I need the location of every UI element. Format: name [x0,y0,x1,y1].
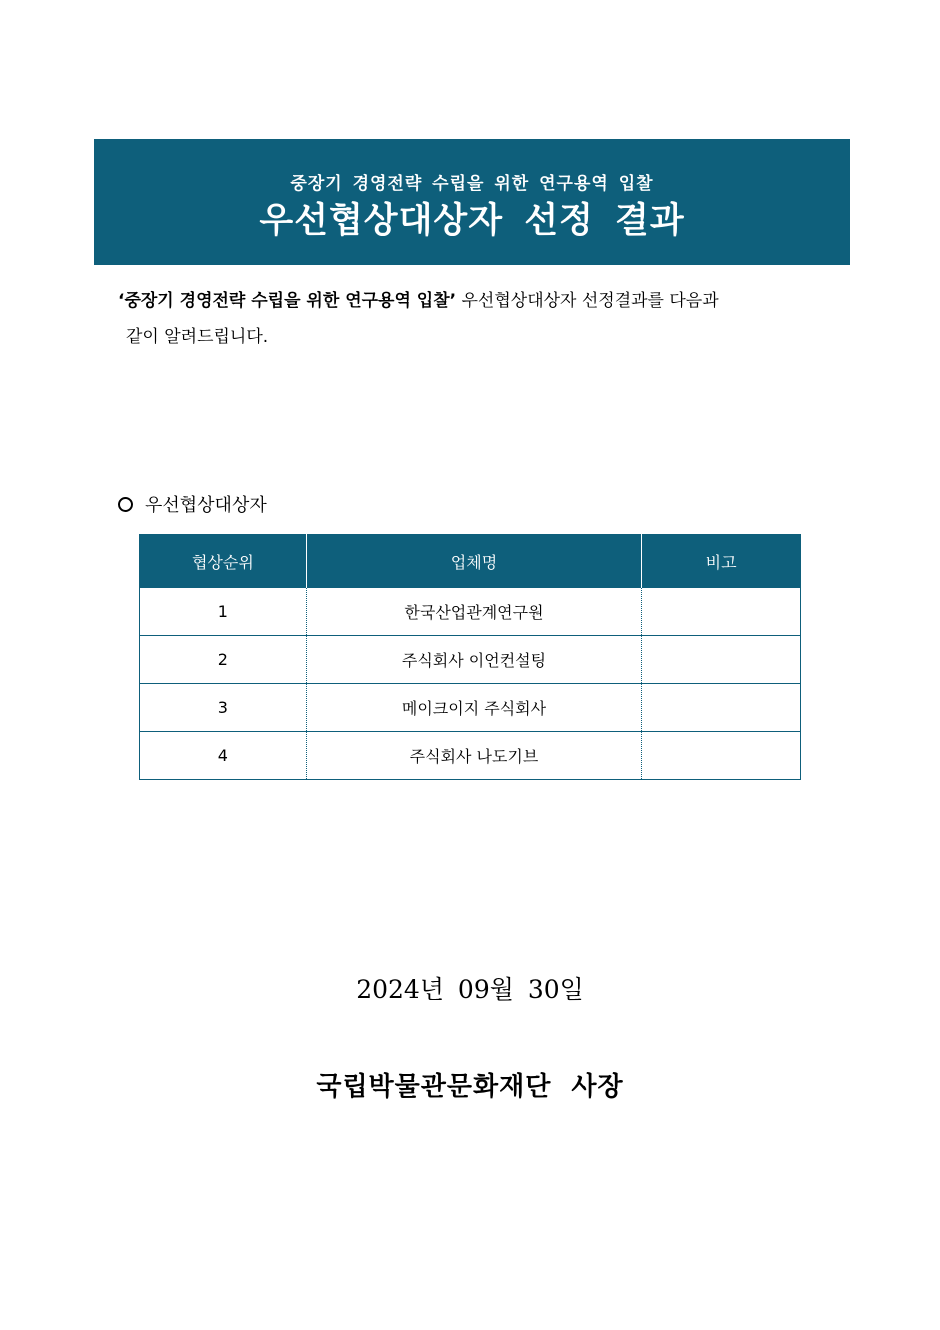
table-header-row [140,535,801,589]
section-heading [118,491,267,517]
cell-note [642,636,801,684]
table-row [140,684,801,732]
issuer-name: 국립박물관문화재단 사장 [316,1072,624,1102]
banner-title: 우선협상대상자 선정 결과 [259,201,685,241]
banner-subtitle: 중장기 경영전략 수립을 위한 연구용역 입찰 [290,174,654,194]
cell-company: 메이크이지 주식회사 [306,684,641,732]
section-heading-label: 우선협상대상자 [145,495,267,516]
negotiation-table [139,534,801,780]
cell-rank: 4 [140,732,307,780]
cell-note [642,684,801,732]
cell-company: 주식회사 나도기브 [306,732,641,780]
cell-rank: 2 [140,636,307,684]
header-rank: 협상순위 [140,535,307,589]
intro-text-line2: 같이 알려드립니다. [126,327,269,347]
cell-rank: 3 [140,684,307,732]
title-banner [94,139,850,265]
intro-paragraph [118,283,818,355]
circle-bullet-icon [118,497,133,512]
intro-quoted-title: ‘중장기 경영전략 수립을 위한 연구용역 입찰’ [118,291,457,311]
header-company: 업체명 [306,535,641,589]
cell-rank: 1 [140,588,307,636]
cell-note [642,732,801,780]
cell-note [642,588,801,636]
table-row [140,732,801,780]
cell-company: 주식회사 이언컨설팅 [306,636,641,684]
cell-company: 한국산업관계연구원 [306,588,641,636]
intro-text: 우선협상대상자 선정결과를 다음과 [456,291,719,311]
table-row [140,636,801,684]
announcement-date: 2024년 09월 30일 [356,975,584,1004]
table-row [140,588,801,636]
header-note: 비고 [642,535,801,589]
